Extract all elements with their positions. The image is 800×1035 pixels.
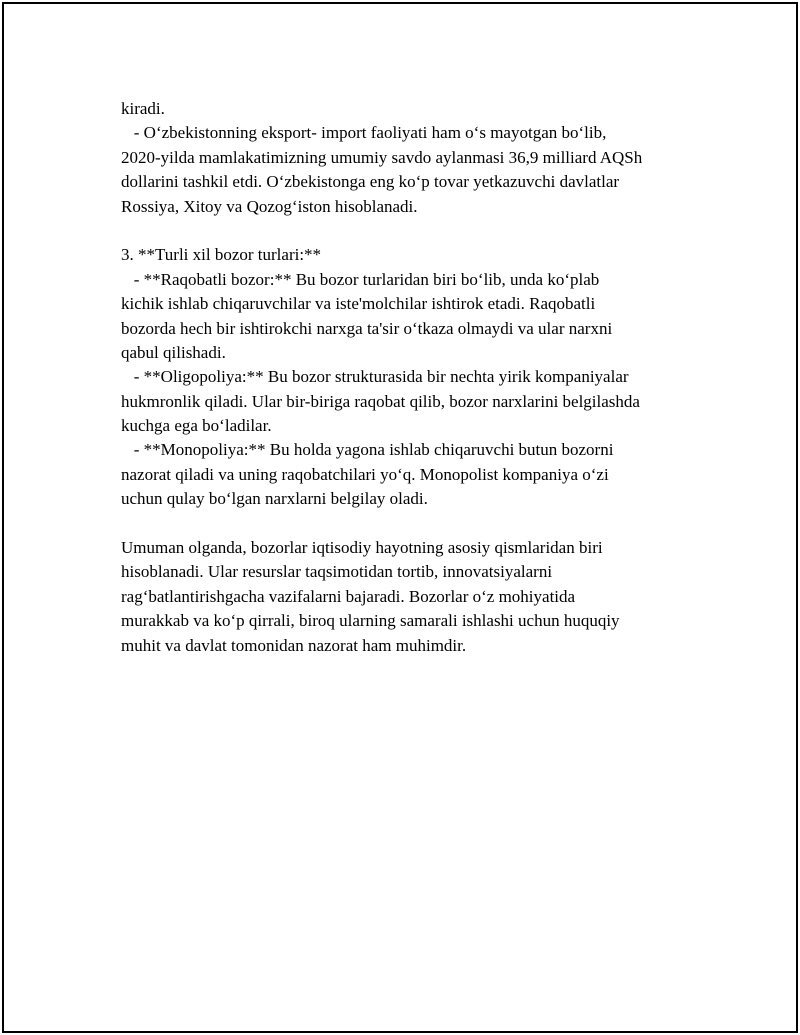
text-line: hisoblanadi. Ular resurslar taqsimotidan tortib, innovatsiyalarni (121, 562, 553, 582)
section-heading: 3. **Turli xil bozor turlari:** (121, 245, 322, 265)
text-line: hukmronlik qiladi. Ular bir-biriga raqobat qilib, bozor narxlarini belgilashda (121, 391, 640, 411)
document-body (121, 97, 721, 658)
text-line: Umuman olganda, bozorlar iqtisodiy hayotning asosiy qismlaridan biri (121, 538, 603, 558)
paragraph-gap (121, 512, 721, 536)
text-line: kuchga ega bo‘ladilar. (121, 416, 272, 436)
document-page (2, 2, 798, 1033)
text-line: 2020-yilda mamlakatimizning umumiy savdo aylanmasi 36,9 milliard AQSh (121, 147, 643, 167)
text-line: - **Monopoliya:** Bu holda yagona ishlab chiqaruvchi butun bozorni (121, 440, 614, 460)
text-line: kichik ishlab chiqaruvchilar va iste'molchilar ishtirok etadi. Raqobatli (121, 294, 596, 314)
text-line: dollarini tashkil etdi. O‘zbekistonga eng ko‘p tovar yetkazuvchi davlatlar (121, 172, 620, 192)
text-line: uchun qulay bo‘lgan narxlarni belgilay oladi. (121, 489, 428, 509)
paragraph-gap (121, 219, 721, 243)
text-line: murakkab va ko‘p qirrali, biroq ularning samarali ishlashi uchun huquqiy (121, 611, 620, 631)
text-line: nazorat qiladi va uning raqobatchilari yo‘q. Monopolist kompaniya o‘zi (121, 464, 609, 484)
text-line: - **Oligopoliya:** Bu bozor strukturasida bir nechta yirik kompaniyalar (121, 367, 629, 387)
text-line: muhit va davlat tomonidan nazorat ham muhimdir. (121, 635, 467, 655)
text-line: Rossiya, Xitoy va Qozog‘iston hisoblanadi. (121, 196, 418, 216)
text-line: - **Raqobatli bozor:** Bu bozor turlaridan biri bo‘lib, unda ko‘plab (121, 269, 600, 289)
text-line: bozorda hech bir ishtirokchi narxga ta'sir o‘tkaza olmaydi va ular narxni (121, 318, 613, 338)
text-line: - O‘zbekistonning eksport- import faoliyati ham o‘s mayotgan bo‘lib, (121, 123, 607, 143)
text-line: kiradi. (121, 99, 165, 118)
text-line: qabul qilishadi. (121, 342, 226, 362)
text-line: rag‘batlantirishgacha vazifalarni bajaradi. Bozorlar o‘z mohiyatida (121, 586, 576, 606)
